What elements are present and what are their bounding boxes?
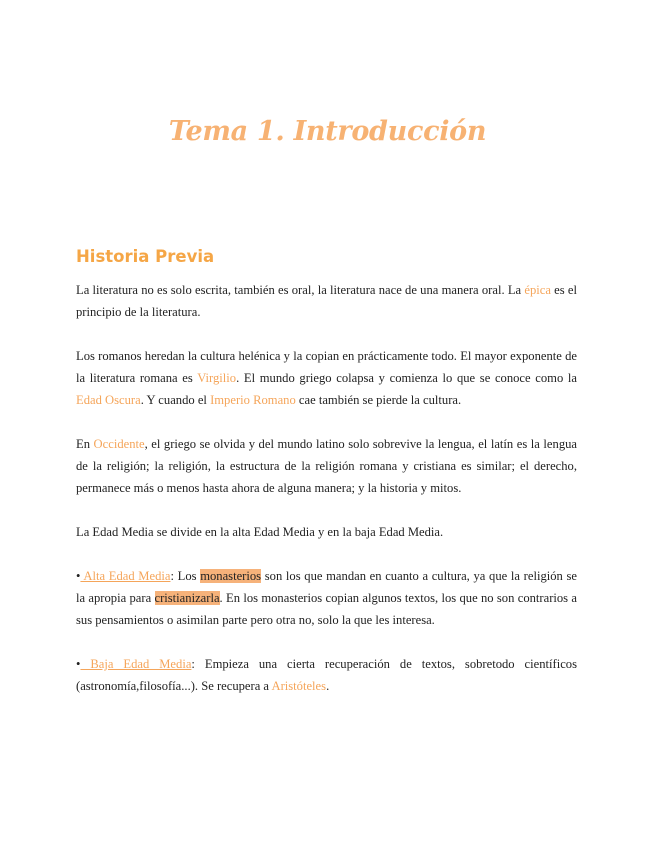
highlight-cristianizarla: cristianizarla [154,591,220,605]
paragraph-text: . [326,679,330,693]
keyword-imperio-romano: Imperio Romano [210,393,296,407]
bullet-item-alta-edad-media [76,565,577,631]
paragraph-1 [76,279,577,323]
paragraph-2 [76,345,577,411]
paragraph-text: : Empieza una cierta recuperación de textos, sobretodo científicos (astronomía,filosofía...). Se recupera a [76,657,577,693]
keyword-occidente: Occidente [93,437,145,451]
paragraph-text: son los que mandan en cuanto a cultura, ya que la religión se la apropia para [76,569,577,605]
bullet-icon: • [76,657,81,671]
section-heading: Historia Previa [76,246,215,266]
paragraph-4 [76,521,577,543]
paragraph-text: . Y cuando el [140,393,211,407]
paragraph-text: En [76,437,94,451]
link-baja-edad-media[interactable]: Baja Edad Media [80,657,192,671]
paragraph-text: Los romanos heredan la cultura helénica y la copian en prácticamente todo. El mayor exponente de la literatura romana es [76,349,577,385]
paragraph-text: La Edad Media se divide en la alta Edad Media y en la baja Edad Media. [76,525,444,539]
paragraph-text: cae también se pierde la cultura. [295,393,462,407]
paragraph-text: , el griego se olvida y del mundo latino solo sobrevive la lengua, el latín es la lengua de la religión; la religión, la estructura de la religión romana y cristiana es similar; el derecho, permanece más o menos hasta ahora de alguna manera; y la historia y mitos. [76,437,577,495]
keyword-epica: épica [524,283,551,297]
paragraph-text: . El mundo griego colapsa y comienza lo que se conoce como la [236,371,577,385]
bullet-icon: • [76,569,81,583]
paragraph-text: La literatura no es solo escrita, también es oral, la literatura nace de una manera oral. La [76,283,525,297]
paragraph-3 [76,433,577,499]
keyword-aristoteles: Aristóteles [271,679,327,693]
page-title: Tema 1. Introducción [168,116,487,148]
keyword-edad-oscura: Edad Oscura [76,393,141,407]
bullet-item-baja-edad-media [76,653,577,697]
paragraph-text: : Los [170,569,201,583]
keyword-virgilio: Virgilio [197,371,237,385]
link-alta-edad-media[interactable]: Alta Edad Media [80,569,171,583]
paragraph-text: . En los monasterios copian algunos textos, los que no son contrarios a sus pensamientos o asimilan parte pero otra no, solo la que les interesa. [76,591,577,627]
document-body [76,279,577,719]
highlight-monasterios: monasterios [200,569,262,583]
paragraph-text: es el principio de la literatura. [76,283,577,319]
